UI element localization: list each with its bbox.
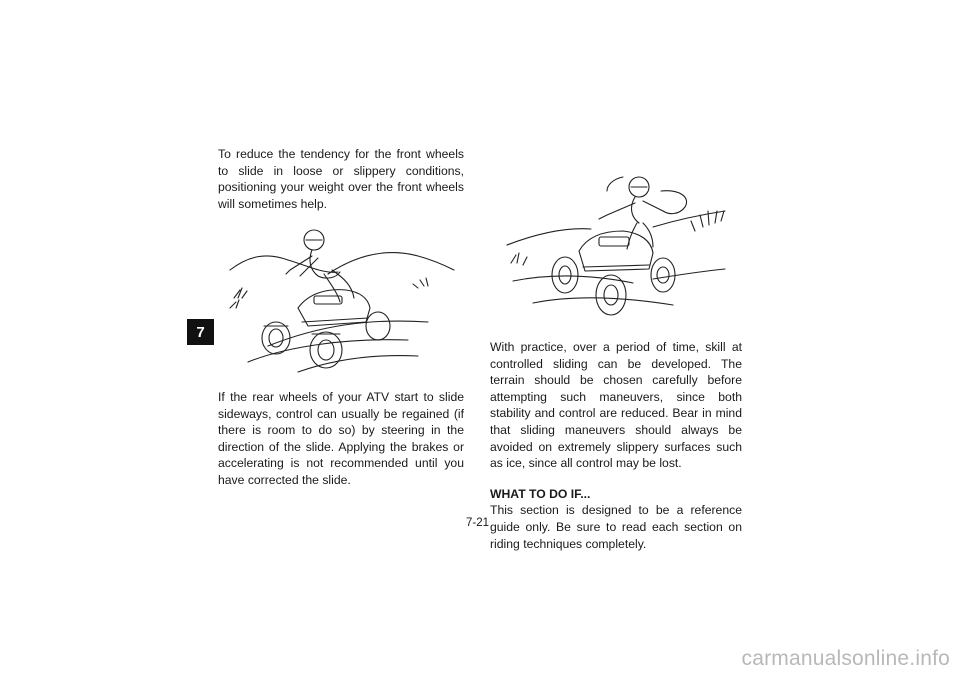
chapter-tab: 7 [187, 319, 214, 345]
left-column [218, 146, 464, 212]
right-paragraph-1: With practice, over a period of time, skill at controlled sliding can be developed. The terrain should be chosen carefully before attempting such maneuvers, since both stability and control are reduced. Bear in mind that sliding maneuvers should always be avoided on extremely slippery surfaces such as ice, since all control may be lost. [490, 340, 742, 471]
left-paragraph-1: To reduce the tendency for the front wheels to slide in loose or slippery conditions, positioning your weight over the front wheels will sometimes help. [218, 147, 464, 211]
right-column [490, 339, 742, 552]
left-column-lower [218, 389, 464, 489]
page-number: 7-21 [466, 517, 490, 529]
right-paragraph-2: This section is designed to be a reference guide only. Be sure to read each section on riding techniques completely. [490, 503, 742, 551]
site-watermark[interactable]: carmanualsonline.info [741, 647, 950, 670]
atv-sliding-illustration [503, 171, 729, 321]
atv-front-weight-illustration [228, 226, 456, 376]
section-heading: WHAT TO DO IF... [490, 486, 591, 501]
left-paragraph-2: If the rear wheels of your ATV start to slide sideways, control can usually be regained (if there is room to do so) by steering in the direction of the slide. Applying the brakes or accelerating is not recommended until you have corrected the slide. [218, 390, 464, 487]
